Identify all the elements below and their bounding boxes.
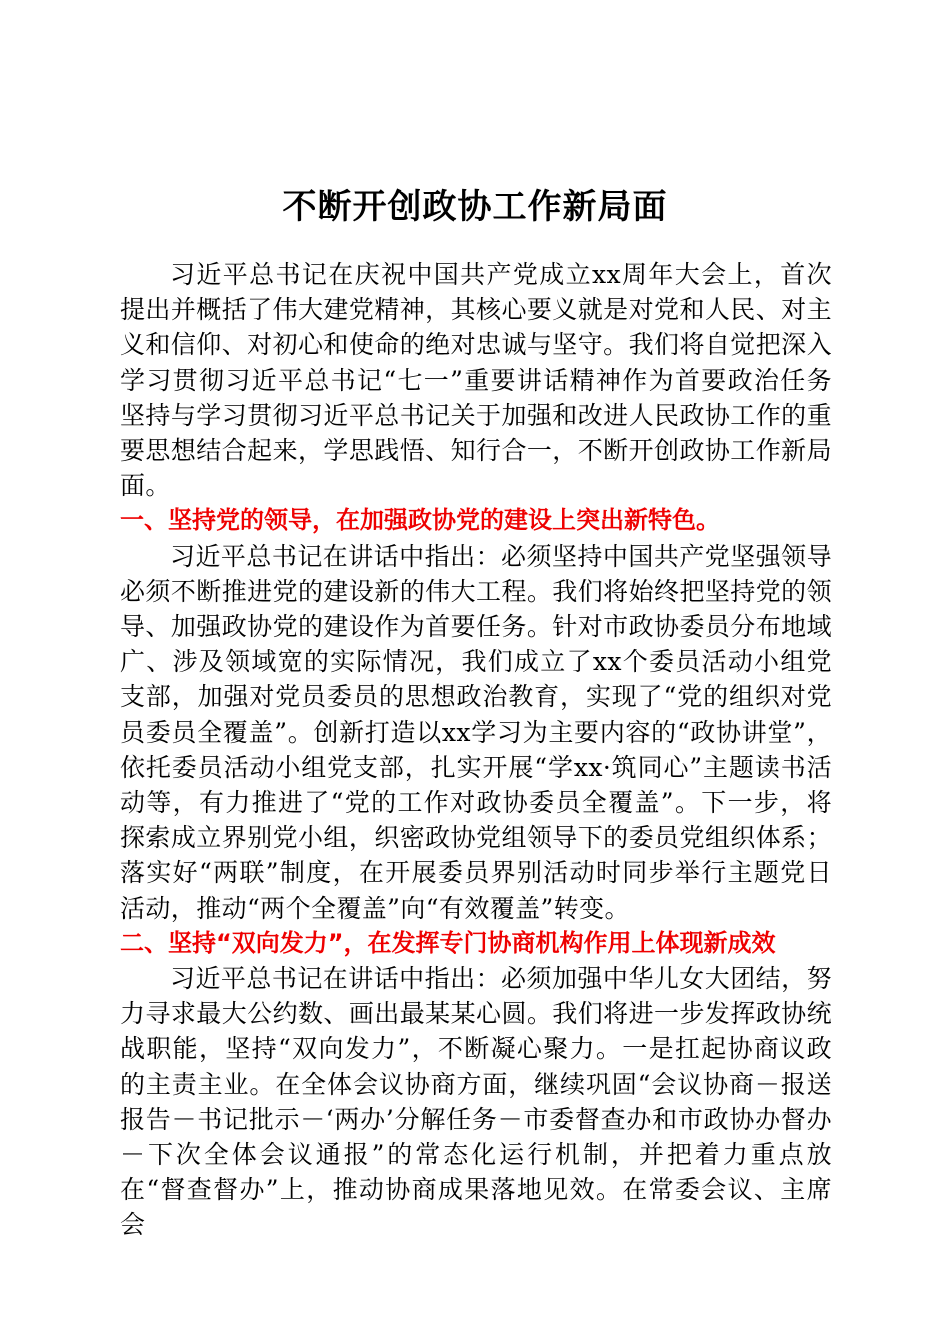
section-2-paragraph: 习近平总书记在讲话中指出：必须加强中华儿女大团结，努力寻求最大公约数、画出最某某心圆。我们将进一步发挥政协统战职能，坚持“双向发力”，不断凝心聚力。一是扛起协商议政的主责主业。在全体会议协商方面，继续巩固“会议协商－报送报告－书记批示－‘两办’分解任务－市委督查办和市政协办督办－下次全体会议通报”的常态化运行机制，并把着力重点放在“督查督办”上，推动协商成果落地见效。在常委会议、主席会 (120, 964, 832, 1240)
document-body (120, 257, 832, 1243)
section-1-paragraph: 习近平总书记在讲话中指出：必须坚持中国共产党坚强领导必须不断推进党的建设新的伟大工程。我们将始终把坚持党的领导、加强政协党的建设作为首要任务。针对市政协委员分布地域广、涉及领域宽的实际情况，我们成立了xx个委员活动小组党支部，加强对党员委员的思想政治教育，实现了“党的组织对党员委员全覆盖”。创新打造以xx学习为主要内容的“政协讲堂”，依托委员活动小组党支部，扎实开展“学xx·筑同心”主题读书活动等，有力推进了“党的工作对政协委员全覆盖”。下一步，将探索成立界别党小组，织密政协党组领导下的委员党组织体系；落实好“两联”制度，在开展委员界别活动时同步举行主题党日活动，推动“两个全覆盖”向“有效覆盖”转变。 (120, 541, 832, 923)
section-heading-1: 一、坚持党的领导，在加强政协党的建设上突出新特色。 (120, 506, 720, 535)
document-title: 不断开创政协工作新局面 (282, 186, 668, 227)
section-heading-2: 二、坚持“双向发力”，在发挥专门协商机构作用上体现新成效 (120, 928, 776, 957)
intro-paragraph: 习近平总书记在庆祝中国共产党成立xx周年大会上，首次提出并概括了伟大建党精神，其核心要义就是对党和人民、对主义和信仰、对初心和使命的绝对忠诚与坚守。我们将自觉把深入学习贯彻习近平总书记“七一”重要讲话精神作为首要政治任务坚持与学习贯彻习近平总书记关于加强和改进人民政协工作的重要思想结合起来，学思践悟、知行合一，不断开创政协工作新局面。 (120, 260, 832, 501)
